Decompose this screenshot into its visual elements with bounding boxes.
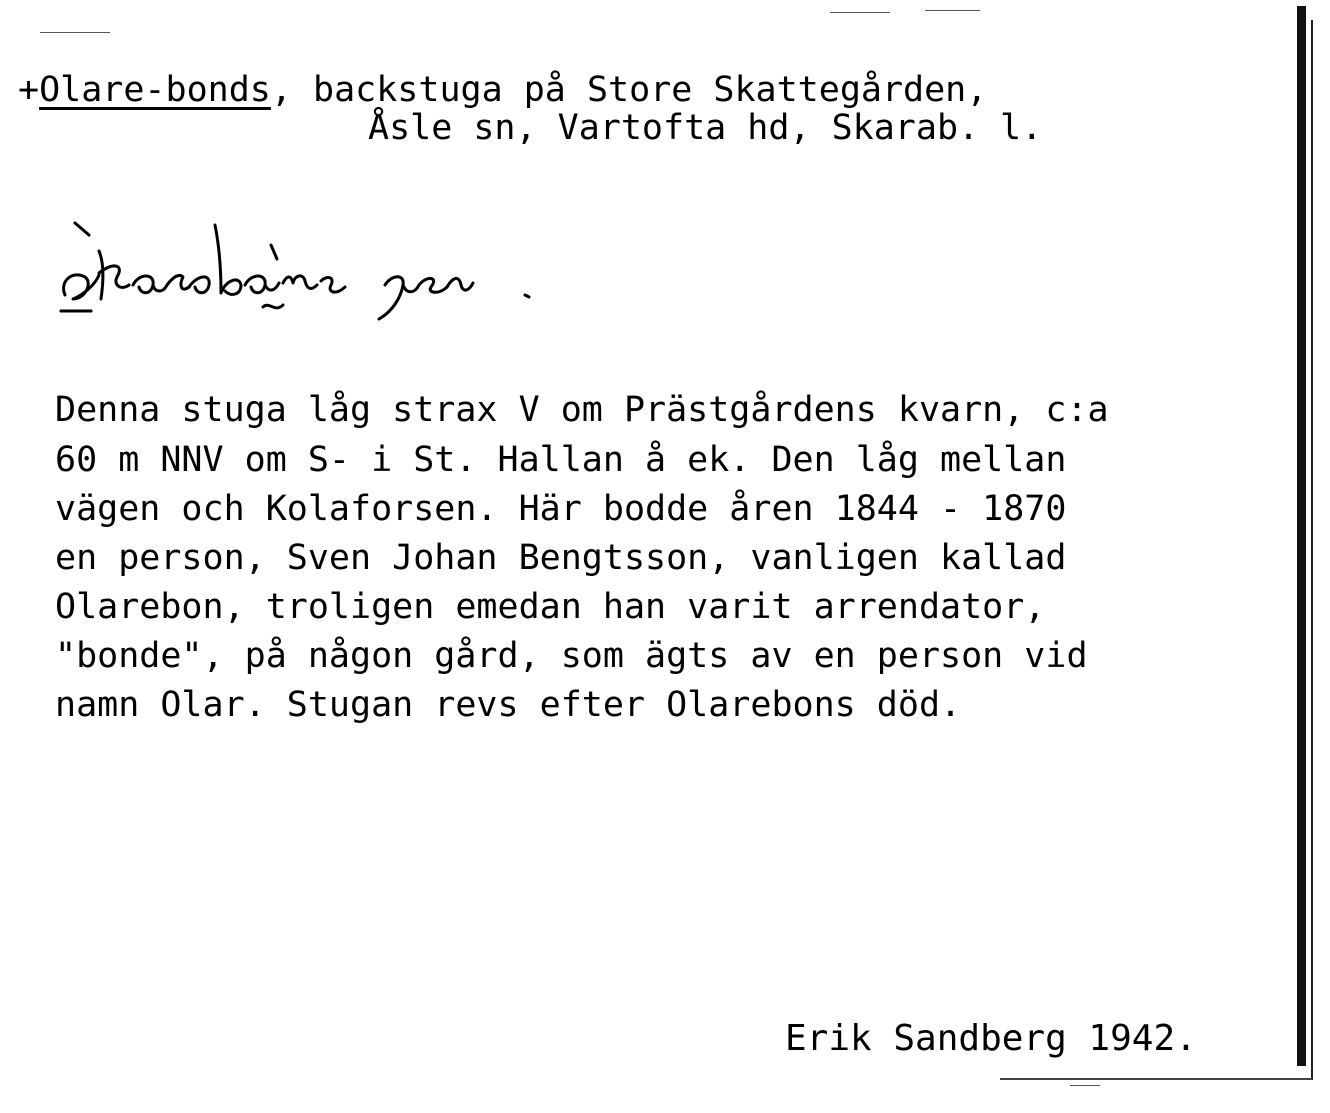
card-heading-line-1 — [18, 70, 987, 110]
entry-name: Olare-bonds — [39, 70, 271, 110]
entry-marker: + — [18, 70, 40, 110]
body-line: en person, Sven Johan Bengtsson, vanligen kallad — [55, 538, 1067, 578]
body-line: "bonde", på någon gård, som ägts av en person vid — [55, 636, 1088, 676]
signature: Erik Sandberg 1942. — [785, 1018, 1197, 1059]
body-line: Olarebon, troligen emedan han varit arrendator, — [55, 587, 1046, 627]
handwritten-dialect-form — [55, 215, 775, 325]
body-line: namn Olar. Stugan revs efter Olarebons död. — [55, 685, 962, 725]
card-right-edge-inner — [1311, 20, 1313, 1080]
card-bottom-edge — [1000, 1078, 1312, 1080]
scan-speck — [40, 32, 110, 33]
scan-speck — [830, 12, 890, 13]
body-line: vägen och Kolaforsen. Här bodde åren 1844 - 1870 — [55, 489, 1067, 529]
scan-speck — [1070, 1085, 1100, 1086]
heading-location: , backstuga på Store Skattegården, — [270, 70, 988, 110]
scan-speck — [925, 10, 980, 11]
handwritten-transcription: Ålarsbåns jen. — [55, 215, 61, 216]
card-heading-line-2: Åsle sn, Vartofta hd, Skarab. l. — [368, 108, 1043, 148]
body-line: Denna stuga låg strax V om Prästgårdens kvarn, c:a — [55, 390, 1109, 430]
card-right-edge — [1297, 6, 1306, 1066]
body-line: 60 m NNV om S- i St. Hallan å ek. Den låg mellan — [55, 440, 1067, 480]
